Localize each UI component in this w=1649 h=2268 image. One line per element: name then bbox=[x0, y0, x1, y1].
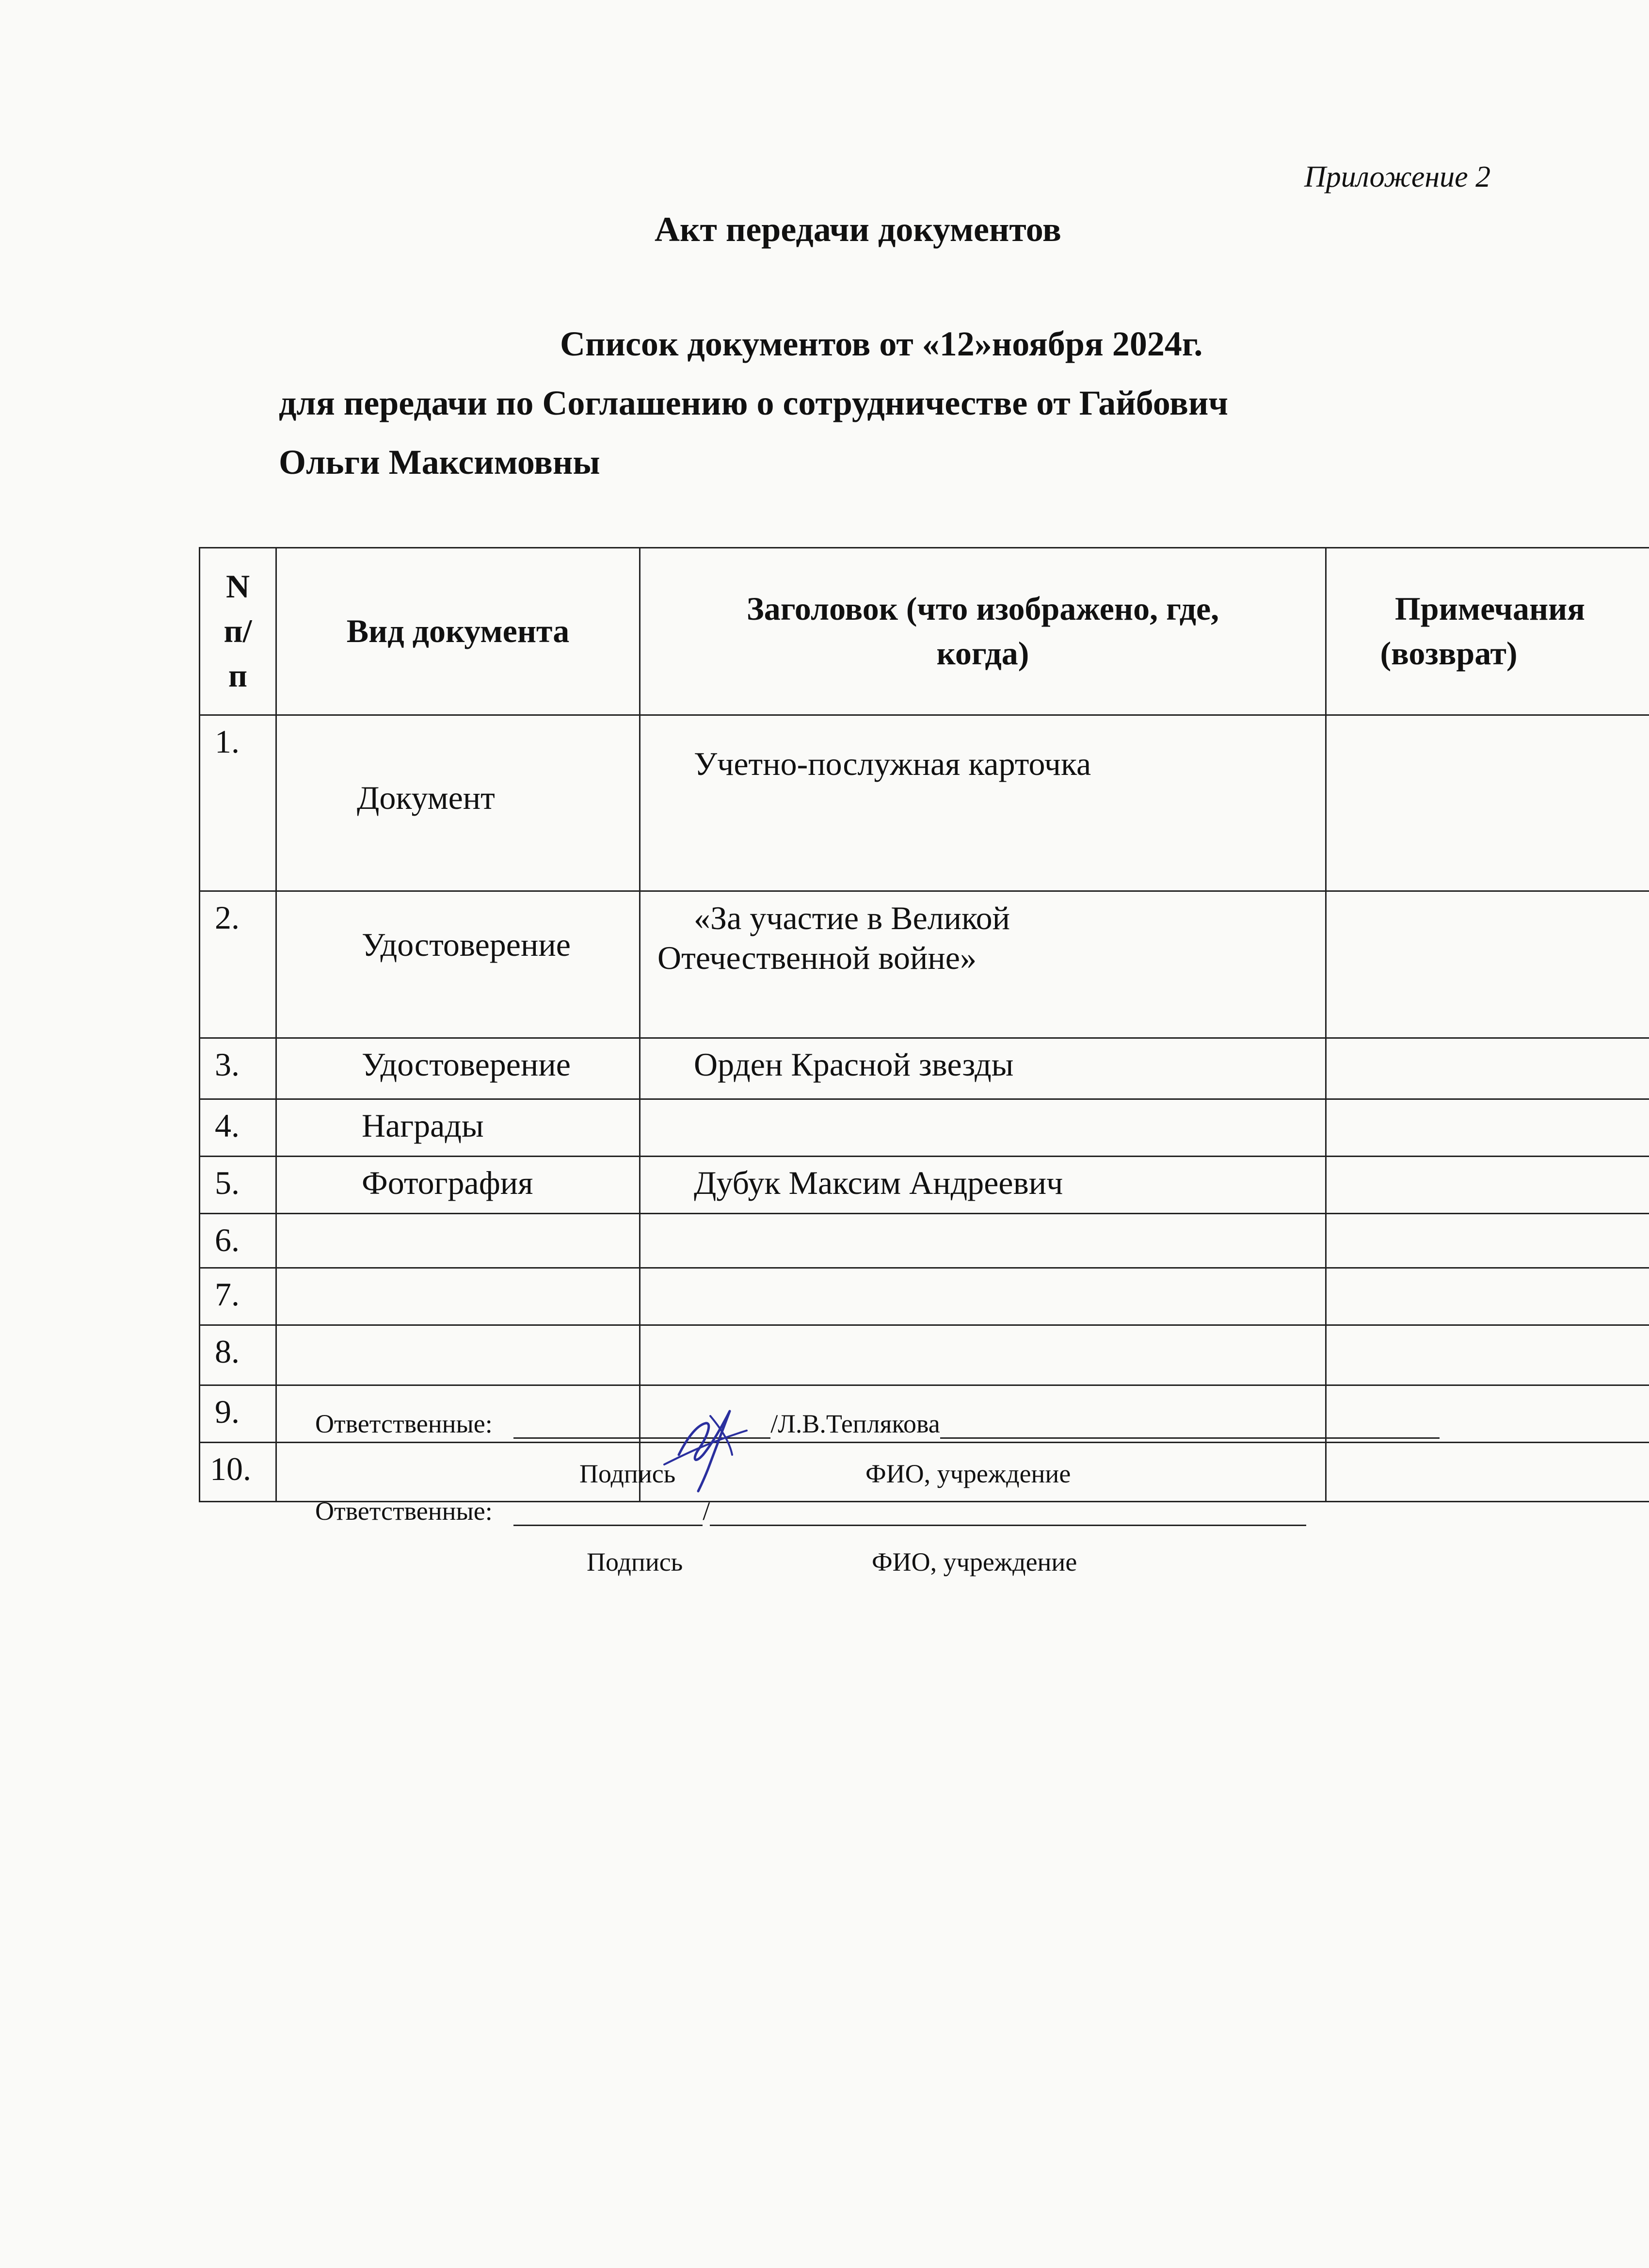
slash-2: / bbox=[703, 1496, 710, 1526]
row-number: 8. bbox=[200, 1325, 276, 1385]
row-number: 10. bbox=[200, 1443, 276, 1502]
header-number bbox=[200, 548, 276, 715]
caption-signature-2: Подпись bbox=[587, 1547, 683, 1576]
header-number-line2: п/ bbox=[224, 612, 252, 650]
header-title-line1: Заголовок (что изображено, где, bbox=[746, 590, 1219, 627]
header-number-line1: N bbox=[225, 568, 250, 605]
row-number: 6. bbox=[200, 1214, 276, 1268]
responsible-label-1: Ответственные: bbox=[315, 1409, 493, 1438]
row-note bbox=[1326, 1214, 1649, 1268]
row-kind: Удостоверение bbox=[276, 891, 640, 1038]
row-title bbox=[640, 1099, 1326, 1157]
table-row bbox=[200, 1268, 1649, 1325]
header-title bbox=[640, 548, 1326, 715]
header-note-line2: (возврат) bbox=[1380, 635, 1518, 672]
row-number: 4. bbox=[200, 1099, 276, 1157]
table-row bbox=[200, 1214, 1649, 1268]
row-note bbox=[1326, 891, 1649, 1038]
responsible-line-2 bbox=[315, 1496, 1306, 1526]
row-title-line2: Отечественной войне» bbox=[657, 939, 977, 976]
header-note-line1: Примечания bbox=[1394, 590, 1585, 627]
header-note bbox=[1326, 548, 1649, 715]
row-note bbox=[1326, 1099, 1649, 1157]
table-header-row bbox=[200, 548, 1649, 715]
table-row bbox=[200, 1157, 1649, 1214]
row-note bbox=[1326, 1157, 1649, 1214]
row-number: 2. bbox=[200, 891, 276, 1038]
row-kind bbox=[276, 1214, 640, 1268]
row-note bbox=[1326, 1443, 1649, 1502]
responsible-line-1 bbox=[315, 1409, 1440, 1439]
row-title bbox=[640, 891, 1326, 1038]
row-note bbox=[1326, 715, 1649, 891]
caption-fio-1: ФИО, учреждение bbox=[865, 1459, 1071, 1488]
row-kind: Награды bbox=[276, 1099, 640, 1157]
table-row bbox=[200, 1038, 1649, 1099]
row-note bbox=[1326, 1268, 1649, 1325]
row-title: Дубук Максим Андреевич bbox=[640, 1157, 1326, 1214]
caption-signature-1: Подпись bbox=[579, 1459, 676, 1488]
table-row bbox=[200, 715, 1649, 891]
responsible-name-1: /Л.В.Теплякова bbox=[770, 1409, 940, 1438]
row-note bbox=[1326, 1038, 1649, 1099]
row-number: 7. bbox=[200, 1268, 276, 1325]
institution-blank-2[interactable] bbox=[710, 1496, 1306, 1526]
agreement-line: для передачи по Соглашению о сотрудничестве от Гайбович bbox=[279, 384, 1228, 422]
agreement-name-line: Ольги Максимовны bbox=[279, 443, 600, 482]
document-subtitle: Список документов от «12»ноября 2024г. bbox=[560, 324, 1203, 363]
table-row bbox=[200, 1099, 1649, 1157]
row-title bbox=[640, 1325, 1326, 1385]
row-title bbox=[640, 1268, 1326, 1325]
handwritten-signature bbox=[650, 1397, 761, 1494]
documents-table bbox=[199, 547, 1649, 1502]
document-title: Акт передачи документов bbox=[655, 210, 1061, 249]
header-title-line2: когда) bbox=[936, 635, 1029, 672]
row-note bbox=[1326, 1325, 1649, 1385]
table-row bbox=[200, 1325, 1649, 1385]
header-number-line3: п bbox=[228, 657, 248, 694]
row-number: 9. bbox=[200, 1385, 276, 1443]
row-kind bbox=[276, 1325, 640, 1385]
row-kind: Фотография bbox=[276, 1157, 640, 1214]
row-title: Учетно-послужная карточка bbox=[640, 715, 1326, 891]
header-kind bbox=[276, 548, 640, 715]
row-kind: Удостоверение bbox=[276, 1038, 640, 1099]
row-kind bbox=[276, 1268, 640, 1325]
signature-blank-2[interactable] bbox=[513, 1496, 703, 1526]
header-kind-text: Вид документа bbox=[346, 612, 570, 650]
appendix-label: Приложение 2 bbox=[1304, 161, 1491, 193]
responsible-label-2: Ответственные: bbox=[315, 1496, 493, 1526]
row-title bbox=[640, 1214, 1326, 1268]
table-row bbox=[200, 891, 1649, 1038]
row-title-line1: «За участие в Великой bbox=[694, 900, 1010, 936]
row-number: 5. bbox=[200, 1157, 276, 1214]
row-number: 1. bbox=[200, 715, 276, 891]
institution-blank-1[interactable] bbox=[940, 1409, 1440, 1439]
row-number: 3. bbox=[200, 1038, 276, 1099]
row-title: Орден Красной звезды bbox=[640, 1038, 1326, 1099]
caption-fio-2: ФИО, учреждение bbox=[872, 1547, 1077, 1576]
row-kind: Документ bbox=[276, 715, 640, 891]
